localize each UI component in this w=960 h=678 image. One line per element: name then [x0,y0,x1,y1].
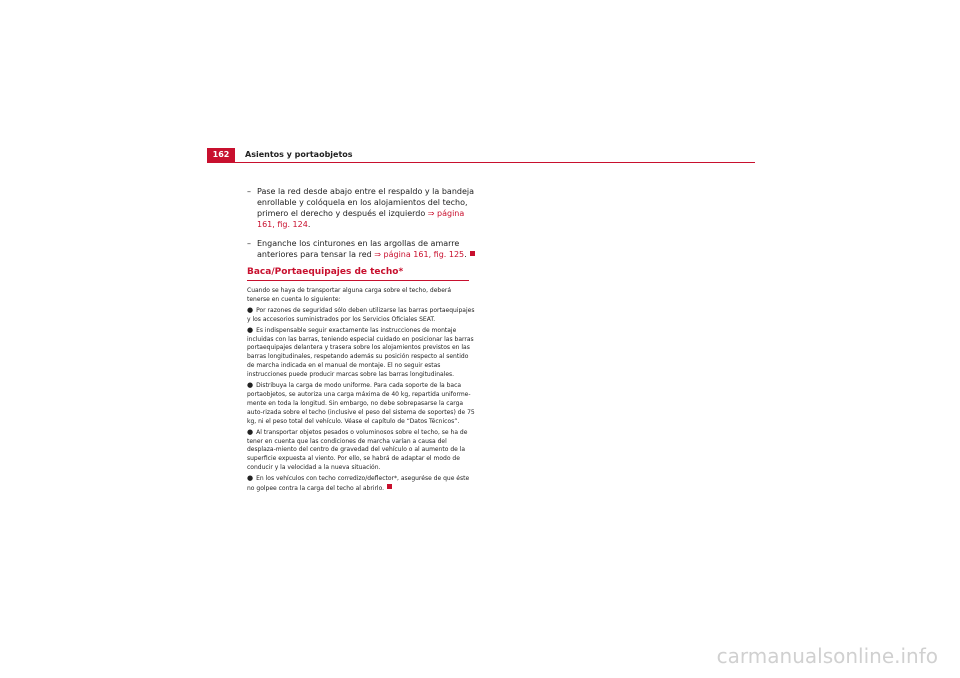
step-suffix: . [307,220,311,229]
instruction-step [247,238,477,260]
bullet-item [247,381,475,427]
bullet-item [247,428,475,474]
bullet-item [247,326,475,380]
section-intro: Cuando se haya de transportar alguna carga sobre el techo, deberá tenerse en cuenta lo siguiente: [247,287,452,303]
bullet-icon: ● [247,305,254,314]
bullet-icon: ● [247,381,254,390]
step-text: Pase la red desde abajo entre el respaldo y la bandeja enrollable y colóquela en los alojamientos del techo, primero el derecho y después el izquierdo [257,187,475,218]
end-of-section-icon [387,484,392,489]
section-heading: Baca/Portaequipajes de techo* [247,267,469,281]
watermark: carmanualsonline.info [716,644,938,668]
section-body [247,287,475,495]
page-number: 162 [207,148,235,162]
bullet-icon: ● [247,325,254,334]
bullet-icon: ● [247,427,254,436]
chapter-title: Asientos y portaobjetos [245,150,353,159]
end-of-section-icon [470,251,475,256]
instruction-steps [247,186,477,268]
bullet-text: Por razones de seguridad sólo deben utilizarse las barras portaequipajes y los accesorios suministrados por los Servicios Oficiales SEAT. [247,306,475,323]
bullet-text: En los vehículos con techo corredizo/deflector*, asegurése de que éste no golpee contra la carga del techo al abrirlo. [247,475,470,493]
bullet-icon: ● [247,474,254,483]
page-header [207,148,755,163]
bullet-item [247,306,475,325]
bullet-text: Al transportar objetos pesados o voluminosos sobre el techo, se ha de tener en cuenta que las condiciones de marcha varían a causa del desplaza-miento del centro de gravedad del vehículo o al aumento de la superficie expuesta al viento. Por ello, se habrá de adaptar el modo de conducir y la velocidad a la nueva situación. [247,428,468,472]
bullet-text: Es indispensable seguir exactamente las instrucciones de montaje incluidas con las barras, teniendo especial cuidado en posicionar las barras portaequipajes delantera y trasera sobre los alojamientos previstos en las barras longitudinales, respetando además su posición respecto al sentido de marcha indicada en el manual de montaje. El no seguir estas instrucciones puede producir marcas sobre las barras longitudinales. [247,326,474,379]
bullet-text: Distribuya la carga de modo uniforme. Para cada soporte de la baca portaobjetos, se autoriza una carga máxima de 40 kg, repartida uniforme-mente en toda la longitud. Sin embargo, no debe sobrepasarse la carga auto-rizada sobre el techo (inclusive el peso del sistema de soportes) de 75 kg, ni el peso total del vehículo. Véase el capítulo de “Datos Técnicos”. [247,382,475,425]
step-suffix: . [464,250,467,259]
step-text: Enganche los cinturones en las argollas de amarre anteriores para tensar la red [257,239,460,259]
page-reference-link[interactable]: ⇒ página 161, fig. 125 [374,250,465,259]
step-dash: – [247,239,251,248]
page-reference-link[interactable]: ⇒ página 161, fig. 124 [257,209,465,229]
instruction-step [247,186,477,230]
step-dash: – [247,187,251,196]
bullet-item [247,474,475,494]
